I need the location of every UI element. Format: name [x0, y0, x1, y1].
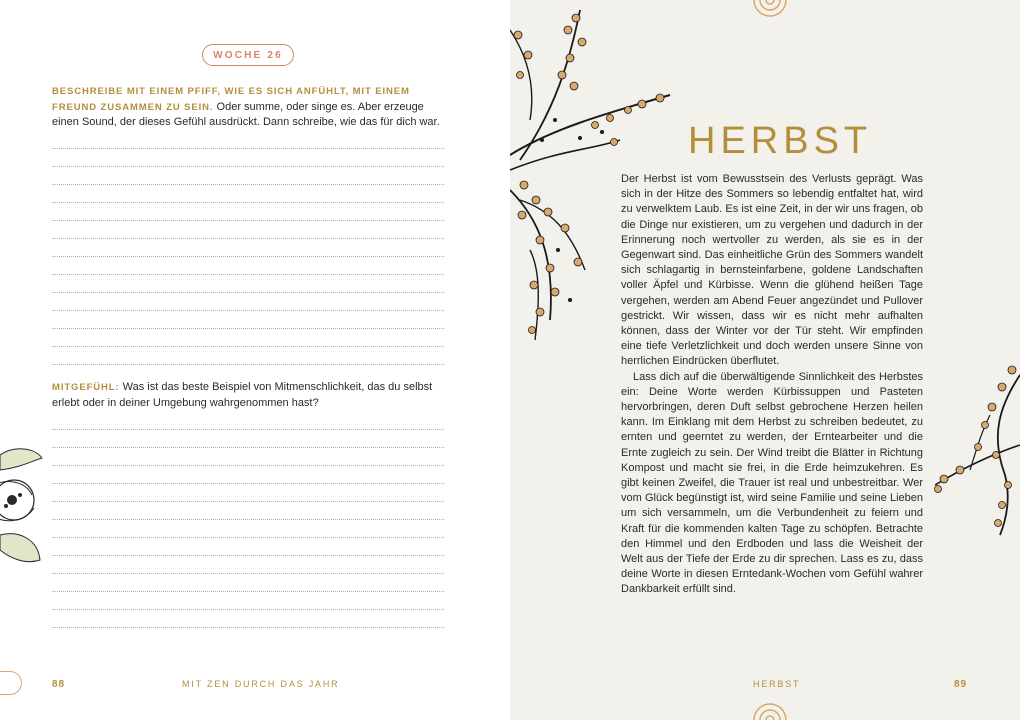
prompt-2-text: Was ist das beste Beispiel von Mitmenschlichkeit, das du selbst erlebt oder in deiner Umgebung wahrgenommen hast? — [52, 381, 433, 409]
body-paragraph-1: Der Herbst ist vom Bewusstsein des Verlusts geprägt. Was sich in der Hitze des Sommers so lebendig entfaltet hat, wird zu verwelktem Laub. Es ist eine Zeit, in der wir uns fragen, ob die Dinge nur existieren, um zu vergehen und dadurch in der Erinnerung noch wertvoller zu werden, als sie es in der Gegenwart sind. Das einheitliche Grün des Sommers wandelt sich schlagartig in bernsteinfarbene, goldene Landschaften voller Äpfel und Kürbisse. Wenn die glühend heißen Tage vergehen, werden am Abend Feuer angezündet und Pullover gestrickt. Wir wissen, dass wir es nicht mehr aufhalten können, dass der Winter vor der Tür steht. Wir empfinden eine tiefe Verletzlichkeit und doch werden unsere Sinne von herrlichen Eindrücken überflutet. — [621, 173, 923, 368]
writing-lines-2[interactable] — [52, 412, 444, 628]
page-number-right: 89 — [954, 679, 968, 690]
blossom-illustration-icon — [0, 440, 50, 580]
season-title: HERBST — [688, 120, 873, 162]
season-body-text — [621, 172, 923, 598]
prompt-1-lead: BESCHREIBE MIT EINEM PFIFF, WIE ES SICH ANFÜHLT, MIT EINEM FREUND ZUSAMMEN ZU SEIN. — [52, 86, 410, 113]
footer-chapter-title: HERBST — [753, 679, 801, 689]
journal-prompt-1 — [52, 84, 444, 131]
ring-ornament-icon — [0, 671, 22, 695]
writing-lines-1[interactable] — [52, 131, 444, 365]
arc-ornament-bottom-icon — [750, 694, 790, 720]
arc-ornament-top-icon — [750, 0, 790, 26]
branch-illustration-right-icon — [930, 355, 1020, 540]
page-number-left: 88 — [52, 679, 66, 690]
week-badge: WOCHE 26 — [202, 44, 294, 66]
prompt-2-lead: MITGEFÜHL: — [52, 382, 120, 393]
journal-prompt-2 — [52, 380, 444, 411]
prompt-1-text: Oder summe, oder singe es. Aber erzeuge einen Sound, der dieses Gefühl ausdrückt. Dann schreibe, wie das für dich war. — [52, 100, 440, 128]
body-paragraph-2: Lass dich auf die überwältigende Sinnlichkeit des Herbstes ein: Deine Worte werden Kürbissuppen und Pasteten hervorbringen, deren Duft selbst gebrochene Herzen heilen kann. Im Einklang mit dem Herbst zu schreiben bedeutet, zu ernten und geerntet zu werden, der Erntearbeiter und die Ernte zugleich zu sein. Der Wind treibt die Blätter in Richtung Kompost und macht sie frei, in die Erde heimzukehren. Es gibt keinen Zweifel, die Trauer ist real und unbestreitbar. Wer vom Glück begünstigt ist, wird seine Familie und seine Lieben um sich versammeln, um die Verbundenheit zu feiern und Kraft für die kommenden kalten Tage zu schöpfen. Betrachte den Himmel und den Erdboden und lass die Weisheit der Welt aus der Tiefe der Erde zu dir sprechen. Lass es zu, dass deine Worte in diesen Erntedank-Wochen vom Gefühl wahrer Dankbarkeit erfüllt sind. — [621, 370, 923, 596]
footer-book-title: MIT ZEN DURCH DAS JAHR — [182, 679, 340, 689]
